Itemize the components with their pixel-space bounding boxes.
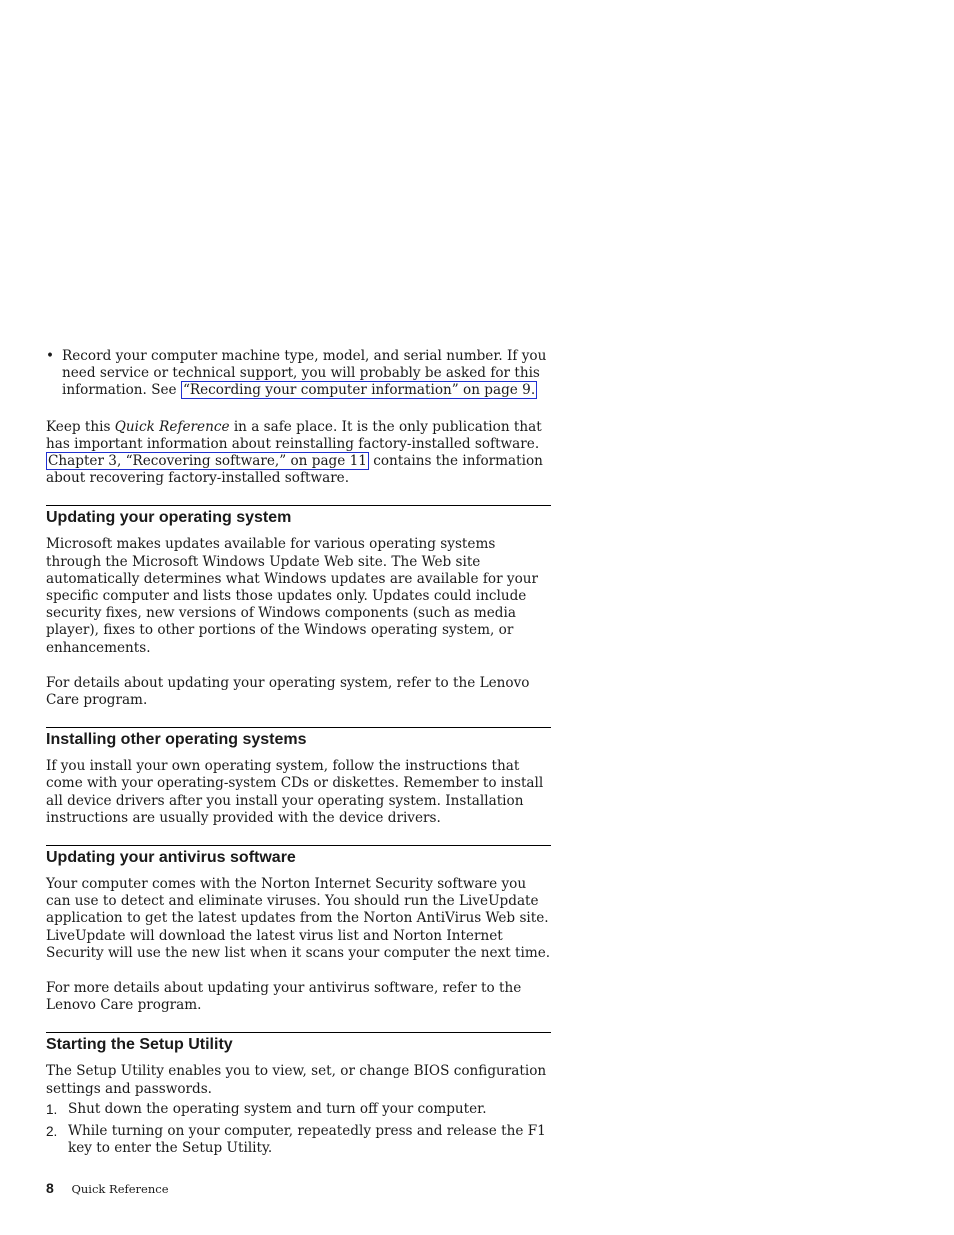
section-paragraph: Your computer comes with the Norton Internet Security software you can use to detect and eliminate viruses. You should run the LiveUpdate application to get the latest updates from the Norton AntiVirus Web site. LiveUpdate will download the latest virus list and Norton Internet Security will use the new list when it scans your computer the next time. [46, 876, 551, 961]
section-heading-setup-utility: Starting the Setup Utility [46, 1036, 233, 1054]
list-item [46, 1101, 551, 1118]
steps-list [46, 1101, 551, 1158]
section-paragraph: Microsoft makes updates available for various operating systems through the Microsoft Windows Update Web site. The Web site automatically determines what Windows updates are available for your specific computer and lists those updates only. Updates could include security fixes, new versions of Windows components (such as media player), fixes to other portions of the Windows operating system, or enhancements. [46, 536, 539, 656]
section-heading-installing-os: Installing other operating systems [46, 731, 307, 749]
page-footer [46, 1180, 169, 1197]
page-content [46, 348, 551, 1163]
step-text: Shut down the operating system and turn off your computer. [68, 1100, 487, 1117]
chapter-3-link[interactable]: Chapter 3, “Recovering software,” on page 11 [48, 453, 367, 470]
keep-reference-paragraph [46, 419, 551, 488]
section-paragraph: If you install your own operating system, follow the instructions that come with your operating-system CDs or diskettes. Remember to install all device drivers after you install your operating system. Installation instructions are usually provided with the device drivers. [46, 758, 544, 826]
footer-title: Quick Reference [71, 1182, 169, 1196]
page-number: 8 [46, 1180, 54, 1196]
section-heading-updating-os: Updating your operating system [46, 509, 292, 527]
step-number: 1. [46, 1101, 58, 1117]
section-paragraph: The Setup Utility enables you to view, set, or change BIOS configuration settings and passwords. [46, 1063, 547, 1097]
section-divider [46, 845, 551, 846]
section-paragraph: For more details about updating your antivirus software, refer to the Lenovo Care program. [46, 980, 522, 1014]
section-divider [46, 1032, 551, 1033]
keep-text-1: Keep this [46, 418, 115, 435]
step-text: While turning on your computer, repeatedly press and release the F1 key to enter the Setup Utility. [68, 1123, 546, 1157]
bullet-marker: • [46, 348, 55, 364]
section-paragraph: For details about updating your operating system, refer to the Lenovo Care program. [46, 674, 530, 709]
recording-info-link[interactable]: “Recording your computer information” on page 9. [182, 382, 536, 399]
section-heading-antivirus: Updating your antivirus software [46, 849, 296, 867]
bullet-text: Record your computer machine type, model, and serial number. If you need service or technical support, you will probably be asked for this information. See [62, 348, 547, 399]
section-divider [46, 505, 551, 506]
section-divider [46, 727, 551, 728]
quick-reference-italic: Quick Reference [114, 418, 230, 435]
list-item [46, 1123, 551, 1157]
keep-text-3: contains the information about recovering factory-installed software. [46, 453, 543, 487]
step-number: 2. [46, 1124, 58, 1140]
list-item [46, 348, 551, 400]
keep-text-2: in a safe place. It is the only publication that has important information about reinstalling factory-installed software. [46, 418, 542, 452]
